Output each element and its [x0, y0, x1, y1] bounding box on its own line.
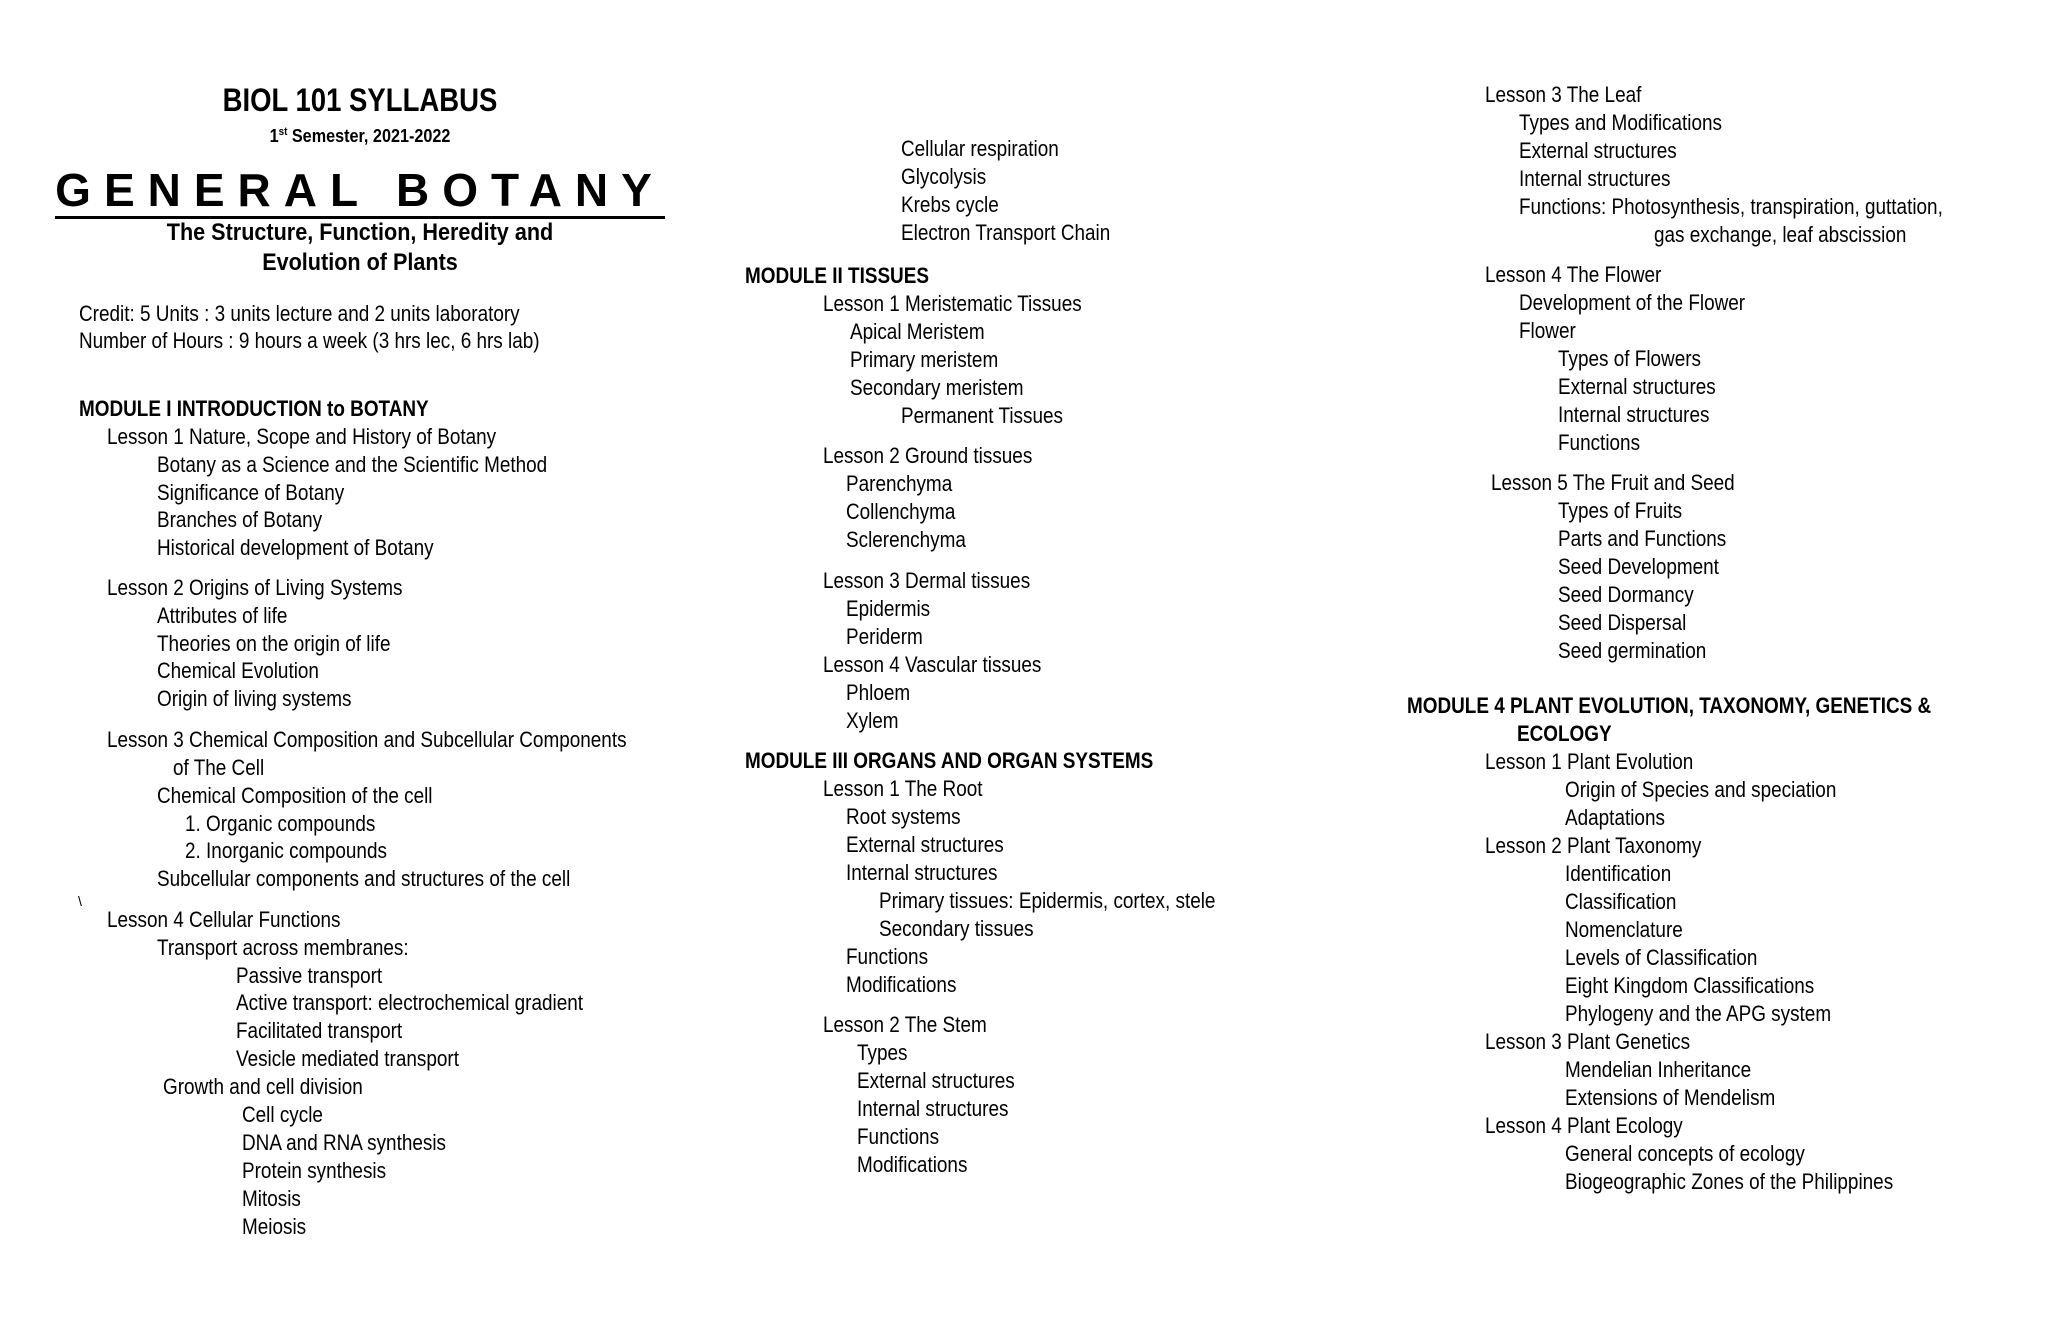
topic-subitem: Identification [1565, 861, 1672, 886]
lesson-heading: Lesson 3 Chemical Composition and Subcellular Components [107, 727, 627, 752]
topic-subitem: Origin of Species and speciation [1565, 777, 1837, 802]
topic-subitem: Meiosis [242, 1214, 307, 1239]
topic-item: Origin of living systems [157, 686, 352, 711]
topic-item: Transport across membranes: [157, 935, 409, 960]
topic-subitem: Permanent Tissues [901, 403, 1063, 428]
topic-subitem: Seed Development [1558, 554, 1719, 579]
lesson-heading: Lesson 2 The Stem [823, 1012, 987, 1037]
topic-item: Development of the Flower [1519, 290, 1746, 315]
lesson-heading: Lesson 3 Dermal tissues [823, 568, 1031, 593]
module-heading: MODULE 4 PLANT EVOLUTION, TAXONOMY, GENETICS & [1407, 693, 1932, 718]
topic-item: Attributes of life [157, 603, 288, 628]
topic-subitem: Passive transport [236, 963, 383, 988]
topic-item: Botany as a Science and the Scientific Method [157, 452, 548, 477]
lesson-heading: Lesson 4 The Flower [1485, 262, 1662, 287]
topic-subitem: Types of Flowers [1558, 346, 1702, 371]
topic-subitem: Functions [1558, 430, 1641, 455]
topic-subitem: Types of Fruits [1558, 498, 1683, 523]
lesson-heading: Lesson 4 Cellular Functions [107, 907, 341, 932]
topic-subitem: Protein synthesis [242, 1158, 387, 1183]
topic-subitem: 1. Organic compounds [185, 811, 376, 836]
lesson-heading: Lesson 1 Nature, Scope and History of Botany [107, 424, 497, 449]
topic-item: Sclerenchyma [846, 527, 966, 552]
topic-subitem: Nomenclature [1565, 917, 1683, 942]
topic-subitem: Mendelian Inheritance [1565, 1057, 1752, 1082]
topic-item: Types and Modifications [1519, 110, 1722, 135]
topic-item: Modifications [857, 1152, 968, 1177]
topic-subitem: Glycolysis [901, 164, 987, 189]
module-heading: MODULE I INTRODUCTION to BOTANY [79, 396, 429, 421]
topic-item: Secondary meristem [850, 375, 1024, 400]
topic-item: Chemical Composition of the cell [157, 783, 433, 808]
topic-item: Phloem [846, 680, 911, 705]
module-heading-continued: ECOLOGY [1517, 721, 1612, 746]
topic-item: Flower [1519, 318, 1576, 343]
topic-item: Growth and cell division [163, 1074, 363, 1099]
topic-item-continued: gas exchange, leaf abscission [1654, 222, 1907, 247]
topic-subitem: Biogeographic Zones of the Philippines [1565, 1169, 1894, 1194]
topic-item: Internal structures [857, 1096, 1009, 1121]
lesson-heading: Lesson 2 Origins of Living Systems [107, 575, 403, 600]
lesson-heading: Lesson 1 Meristematic Tissues [823, 291, 1082, 316]
module-heading: MODULE III ORGANS AND ORGAN SYSTEMS [745, 748, 1154, 773]
topic-subitem: DNA and RNA synthesis [242, 1130, 447, 1155]
hours-line: Number of Hours : 9 hours a week (3 hrs lec, 6 hrs lab) [79, 328, 540, 353]
lesson-heading: Lesson 1 Plant Evolution [1485, 749, 1694, 774]
topic-item: Types [857, 1040, 908, 1065]
topic-subitem: Mitosis [242, 1186, 301, 1211]
topic-item: Collenchyma [846, 499, 956, 524]
topic-item: Internal structures [1519, 166, 1671, 191]
course-subtitle: The Structure, Function, Heredity and Evolution of Plants [166, 219, 554, 276]
topic-item: Xylem [846, 708, 899, 733]
lesson-heading: Lesson 4 Plant Ecology [1485, 1113, 1683, 1138]
course-title [0, 164, 720, 219]
topic-item: External structures [1519, 138, 1677, 163]
topic-item: Periderm [846, 624, 923, 649]
topic-item: Parenchyma [846, 471, 953, 496]
topic-item: Primary meristem [850, 347, 999, 372]
topic-subitem: Levels of Classification [1565, 945, 1758, 970]
topic-subitem: Seed germination [1558, 638, 1707, 663]
topic-subitem: Phylogeny and the APG system [1565, 1001, 1832, 1026]
topic-subitem: Active transport: electrochemical gradient [236, 990, 584, 1015]
lesson-heading: Lesson 2 Ground tissues [823, 443, 1033, 468]
lesson-heading: Lesson 4 Vascular tissues [823, 652, 1042, 677]
stray-mark: \ [78, 893, 82, 909]
semester-year: Semester, 2021-2022 [287, 126, 451, 146]
topic-subitem: Extensions of Mendelism [1565, 1085, 1776, 1110]
topic-item: Historical development of Botany [157, 535, 434, 560]
lesson-heading: Lesson 3 The Leaf [1485, 82, 1642, 107]
topic-subitem: Cell cycle [242, 1102, 323, 1127]
topic-item: Functions: Photosynthesis, transpiration, guttation, [1519, 194, 1943, 219]
topic-item: Functions [857, 1124, 940, 1149]
topic-subitem: Secondary tissues [879, 916, 1034, 941]
topic-item: Significance of Botany [157, 480, 345, 505]
topic-subitem: Eight Kingdom Classifications [1565, 973, 1815, 998]
topic-item: Chemical Evolution [157, 658, 319, 683]
lesson-heading: Lesson 1 The Root [823, 776, 983, 801]
topic-subitem: Electron Transport Chain [901, 220, 1111, 245]
topic-item: Modifications [846, 972, 957, 997]
topic-subitem: Internal structures [1558, 402, 1710, 427]
topic-item: Functions [846, 944, 929, 969]
topic-subitem: Classification [1565, 889, 1677, 914]
topic-subitem: Seed Dormancy [1558, 582, 1694, 607]
topic-subitem: External structures [1558, 374, 1716, 399]
topic-subitem: General concepts of ecology [1565, 1141, 1805, 1166]
lesson-heading: Lesson 2 Plant Taxonomy [1485, 833, 1702, 858]
topic-subitem: Vesicle mediated transport [236, 1046, 459, 1071]
credit-line: Credit: 5 Units : 3 units lecture and 2 units laboratory [79, 301, 520, 326]
module-heading: MODULE II TISSUES [745, 263, 929, 288]
semester-ordinal: st [278, 126, 288, 138]
topic-subitem: Krebs cycle [901, 192, 999, 217]
topic-item: Internal structures [846, 860, 998, 885]
topic-item: Root systems [846, 804, 961, 829]
topic-item: Epidermis [846, 596, 931, 621]
semester-label [36, 120, 684, 148]
topic-subitem: Adaptations [1565, 805, 1665, 830]
lesson-heading-continued: of The Cell [173, 755, 265, 780]
topic-subitem: Facilitated transport [236, 1018, 403, 1043]
lesson-heading: Lesson 5 The Fruit and Seed [1491, 470, 1735, 495]
semester-number: 1 [269, 126, 279, 146]
topic-subitem: Seed Dispersal [1558, 610, 1687, 635]
topic-item: Subcellular components and structures of the cell [157, 866, 571, 891]
topic-item: External structures [846, 832, 1004, 857]
topic-subitem: Primary tissues: Epidermis, cortex, stele [879, 888, 1216, 913]
topic-item: Theories on the origin of life [157, 631, 391, 656]
topic-subitem: Cellular respiration [901, 136, 1059, 161]
topic-item: External structures [857, 1068, 1015, 1093]
lesson-heading: Lesson 3 Plant Genetics [1485, 1029, 1691, 1054]
course-title-text: GENERAL BOTANY [55, 164, 665, 219]
topic-item: Apical Meristem [850, 319, 985, 344]
topic-item: Branches of Botany [157, 507, 323, 532]
syllabus-title: BIOL 101 SYLLABUS [222, 82, 498, 118]
topic-subitem: 2. Inorganic compounds [185, 838, 387, 863]
topic-subitem: Parts and Functions [1558, 526, 1727, 551]
